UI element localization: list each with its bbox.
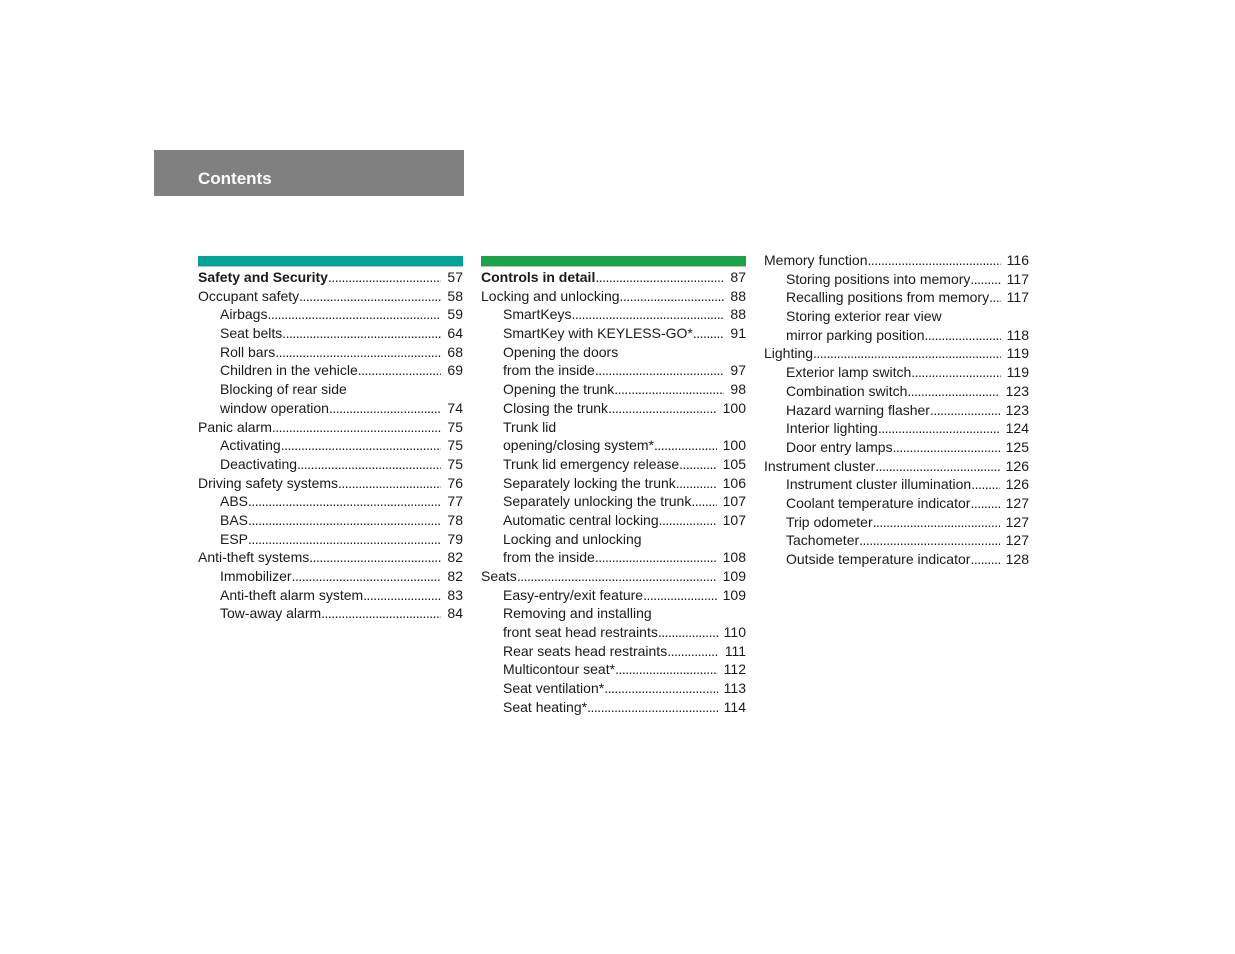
toc-entry-page: 110: [723, 624, 746, 641]
toc-entry-title: Instrument cluster illumination: [786, 476, 972, 493]
toc-entry-title: SmartKeys: [503, 306, 572, 323]
dot-leader: [813, 345, 1001, 361]
dot-leader: [608, 400, 717, 416]
toc-entry[interactable]: [198, 587, 463, 606]
dot-leader: [604, 680, 717, 696]
toc-entry-title: Recalling positions from memory: [786, 289, 990, 306]
toc-entry[interactable]: [481, 699, 746, 718]
dot-leader: [614, 381, 724, 397]
dot-leader: [970, 495, 999, 511]
toc-entry-title: window operation: [220, 399, 329, 416]
dot-leader: [907, 383, 999, 399]
toc-entry-title: Automatic central locking: [503, 511, 659, 528]
toc-entry[interactable]: [764, 308, 1029, 327]
toc-entry-title: Roll bars: [220, 343, 276, 360]
toc-entry-page: 82: [447, 568, 463, 584]
dot-leader: [595, 269, 724, 285]
toc-entry[interactable]: [198, 288, 463, 307]
toc-entry-page: 76: [447, 474, 463, 491]
dot-leader: [321, 605, 441, 621]
toc-entry[interactable]: [764, 289, 1029, 308]
toc-entry-page: 82: [447, 549, 463, 566]
toc-entry[interactable]: [198, 605, 463, 624]
dot-leader: [297, 456, 441, 472]
toc-entry-title: Children in the vehicle: [220, 362, 358, 379]
toc-entry-page: 84: [447, 605, 463, 622]
toc-entry-page: 106: [722, 474, 746, 491]
contents-header: [154, 150, 464, 196]
dot-leader: [358, 362, 442, 378]
dot-leader: [282, 325, 441, 341]
toc-list: [198, 269, 463, 624]
toc-entry[interactable]: [764, 476, 1029, 495]
dot-leader: [595, 362, 725, 378]
toc-entry-title: opening/closing system*: [503, 437, 654, 454]
toc-entry-title: Driving safety systems: [198, 474, 339, 491]
toc-entry-page: 75: [447, 418, 463, 435]
toc-entry-page: 127: [1005, 513, 1029, 530]
toc-entry[interactable]: [764, 439, 1029, 458]
toc-entry-title: Door entry lamps: [786, 438, 893, 455]
toc-entry[interactable]: [481, 549, 746, 568]
toc-entry-page: 125: [1005, 438, 1029, 455]
toc-entry[interactable]: [481, 568, 746, 587]
toc-entry-title: Seat ventilation*: [503, 680, 605, 697]
toc-entry-title: from the inside: [503, 549, 595, 566]
toc-entry-page: 78: [447, 511, 463, 528]
toc-entry-page: 68: [447, 343, 463, 360]
dot-leader: [970, 271, 1000, 287]
dot-leader: [338, 475, 441, 491]
toc-entry-page: 107: [722, 493, 746, 510]
toc-entry-title: Coolant temperature indicator: [786, 494, 971, 511]
toc-entry[interactable]: [764, 402, 1029, 421]
toc-entry-title: Separately locking the trunk: [503, 474, 676, 491]
toc-entry[interactable]: [764, 551, 1029, 570]
page-title: Contents: [198, 169, 272, 188]
toc-entry-page: 118: [1006, 326, 1029, 343]
dot-leader: [676, 475, 717, 491]
toc-entry[interactable]: [764, 514, 1029, 533]
toc-entry-title: Outside temperature indicator: [786, 551, 971, 567]
toc-entry-title: Opening the trunk: [503, 381, 615, 398]
toc-entry-page: 105: [722, 455, 746, 472]
toc-column-memory: [764, 252, 1029, 570]
toc-entry-title: Trip odometer: [786, 513, 873, 530]
toc-entry-page: 98: [730, 381, 746, 398]
dot-leader: [930, 402, 1000, 418]
toc-entry-page: 124: [1005, 420, 1029, 437]
toc-entry-title: from the inside: [503, 362, 595, 379]
toc-entry[interactable]: [764, 327, 1029, 346]
toc-entry[interactable]: [764, 271, 1029, 290]
toc-entry-title: Panic alarm: [198, 418, 272, 435]
toc-entry[interactable]: [198, 325, 463, 344]
dot-leader: [571, 306, 724, 322]
toc-entry[interactable]: [481, 493, 746, 512]
toc-entry-page: 91: [730, 325, 746, 342]
toc-entry-title: Interior lighting: [786, 420, 878, 437]
toc-entry-title: Anti-theft alarm system: [220, 586, 364, 603]
toc-entry-title: Locking and unlocking: [481, 287, 620, 304]
dot-leader: [517, 568, 717, 584]
toc-entry-page: 87: [730, 269, 746, 285]
dot-leader: [248, 531, 441, 547]
dot-leader: [970, 551, 999, 567]
toc-entry[interactable]: [198, 269, 463, 288]
dot-leader: [873, 514, 1000, 530]
toc-entry[interactable]: [764, 364, 1029, 383]
toc-entry-page: 112: [723, 661, 746, 678]
dot-leader: [309, 549, 441, 565]
toc-entry[interactable]: [481, 512, 746, 531]
toc-entry-title: Multicontour seat*: [503, 661, 616, 678]
dot-leader: [679, 456, 717, 472]
dot-leader: [971, 476, 999, 492]
toc-entry-page: 97: [730, 362, 746, 379]
toc-entry[interactable]: [198, 419, 463, 438]
dot-leader: [587, 699, 718, 715]
toc-entry-title: Anti-theft systems: [198, 549, 310, 566]
dot-leader: [363, 587, 441, 603]
toc-entry-page: 126: [1005, 457, 1029, 474]
toc-entry-page: 119: [1006, 345, 1029, 362]
toc-entry-page: 113: [723, 680, 746, 697]
toc-entry-title: Locking and unlocking: [503, 530, 642, 547]
toc-entry-title: Closing the trunk: [503, 399, 609, 416]
dot-leader: [875, 458, 999, 474]
toc-entry[interactable]: [481, 437, 746, 456]
toc-entry-title: Hazard warning flasher: [786, 401, 930, 418]
toc-entry-page: 88: [730, 287, 746, 304]
dot-leader: [878, 420, 1000, 436]
toc-list: [481, 269, 746, 718]
toc-entry-title: Controls in detail: [481, 269, 596, 285]
dot-leader: [299, 288, 441, 304]
toc-entry-title: Trunk lid emergency release: [503, 455, 680, 472]
toc-entry-title: Activating: [220, 437, 281, 454]
toc-entry-page: 127: [1005, 494, 1029, 511]
toc-entry[interactable]: [481, 288, 746, 307]
toc-entry-page: 57: [447, 269, 463, 285]
toc-entry-page: 74: [447, 399, 463, 416]
toc-entry-page: 128: [1005, 551, 1029, 567]
dot-leader: [615, 661, 718, 677]
toc-entry-title: Seat heating*: [503, 698, 588, 715]
toc-entry-page: 111: [724, 642, 746, 659]
toc-entry-page: 100: [722, 399, 746, 416]
toc-entry-title: Storing exterior rear view: [786, 308, 942, 325]
toc-entry[interactable]: [764, 458, 1029, 477]
dot-leader: [292, 568, 442, 584]
toc-entry-page: 79: [447, 530, 463, 547]
toc-entry[interactable]: [481, 325, 746, 344]
toc-entry-title: Tow-away alarm: [220, 605, 322, 622]
toc-entry-page: 123: [1005, 382, 1029, 399]
dot-leader: [893, 439, 1000, 455]
toc-entry[interactable]: [481, 269, 746, 288]
dot-leader: [328, 269, 441, 285]
toc-entry[interactable]: [481, 306, 746, 325]
toc-entry-page: 127: [1005, 532, 1029, 549]
toc-entry-title: Tachometer: [786, 532, 860, 549]
toc-entry[interactable]: [198, 381, 463, 400]
toc-entry-title: Memory function: [764, 252, 868, 268]
dot-leader: [275, 344, 441, 360]
toc-entry-title: Safety and Security: [198, 269, 328, 285]
toc-entry[interactable]: [198, 456, 463, 475]
toc-entry-page: 109: [722, 568, 746, 584]
toc-entry[interactable]: [198, 493, 463, 512]
dot-leader: [667, 643, 719, 659]
toc-entry-title: Storing positions into memory: [786, 270, 971, 287]
toc-entry-title: Exterior lamp switch: [786, 364, 912, 381]
toc-entry[interactable]: [764, 495, 1029, 514]
toc-entry-title: ESP: [220, 530, 249, 547]
toc-entry[interactable]: [764, 532, 1029, 551]
toc-entry-page: 116: [1006, 252, 1029, 268]
toc-entry[interactable]: [481, 362, 746, 381]
dot-leader: [867, 252, 1000, 268]
toc-entry[interactable]: [764, 420, 1029, 439]
toc-entry-title: Rear seats head restraints: [503, 642, 668, 659]
toc-entry-title: Deactivating: [220, 455, 298, 472]
toc-entry-page: 83: [447, 586, 463, 603]
toc-entry-page: 75: [447, 455, 463, 472]
toc-entry-page: 64: [447, 325, 463, 342]
dot-leader: [654, 437, 717, 453]
dot-leader: [267, 306, 441, 322]
toc-entry-title: Occupant safety: [198, 287, 300, 304]
toc-list: [764, 252, 1029, 570]
dot-leader: [989, 289, 1001, 305]
dot-leader: [659, 512, 717, 528]
toc-entry[interactable]: [198, 437, 463, 456]
toc-entry[interactable]: [481, 587, 746, 606]
toc-entry[interactable]: [481, 419, 746, 438]
toc-entry-title: Instrument cluster: [764, 457, 876, 474]
dot-leader: [272, 419, 442, 435]
dot-leader: [693, 325, 725, 341]
toc-entry[interactable]: [481, 680, 746, 699]
toc-entry-title: Blocking of rear side: [220, 381, 347, 398]
section-bar-green: [481, 256, 746, 267]
dot-leader: [925, 327, 1001, 343]
dot-leader: [595, 549, 717, 565]
dot-leader: [248, 493, 441, 509]
toc-entry-title: Separately unlocking the trunk: [503, 493, 692, 510]
toc-entry-title: Seats: [481, 568, 517, 584]
toc-entry[interactable]: [481, 475, 746, 494]
toc-column-controls: [481, 256, 746, 718]
toc-entry-page: 114: [723, 698, 746, 715]
toc-entry-title: Easy-entry/exit feature: [503, 586, 644, 603]
toc-entry[interactable]: [481, 661, 746, 680]
dot-leader: [643, 587, 717, 603]
toc-entry-page: 117: [1006, 289, 1029, 306]
toc-entry-page: 88: [730, 306, 746, 323]
toc-entry-title: front seat head restraints: [503, 624, 658, 641]
toc-entry[interactable]: [198, 531, 463, 550]
toc-entry-title: Trunk lid: [503, 418, 557, 435]
section-bar-teal: [198, 256, 463, 267]
toc-entry[interactable]: [481, 605, 746, 624]
toc-entry-title: Lighting: [764, 345, 814, 362]
toc-entry-page: 75: [447, 437, 463, 454]
toc-entry-title: BAS: [220, 511, 249, 528]
dot-leader: [691, 493, 716, 509]
toc-entry-page: 119: [1006, 364, 1029, 381]
toc-entry[interactable]: [198, 362, 463, 381]
toc-entry[interactable]: [198, 568, 463, 587]
toc-entry[interactable]: [198, 400, 463, 419]
toc-entry[interactable]: [764, 383, 1029, 402]
toc-entry-title: ABS: [220, 493, 249, 510]
toc-entry-title: Seat belts: [220, 325, 283, 342]
toc-entry-page: 117: [1006, 270, 1029, 287]
toc-entry-title: Combination switch: [786, 382, 908, 399]
toc-entry[interactable]: [198, 344, 463, 363]
toc-entry-page: 109: [722, 586, 746, 603]
dot-leader: [248, 512, 441, 528]
toc-entry[interactable]: [198, 475, 463, 494]
toc-entry-title: Airbags: [220, 306, 268, 323]
toc-entry[interactable]: [198, 306, 463, 325]
toc-entry[interactable]: [481, 381, 746, 400]
toc-entry-page: 59: [447, 306, 463, 323]
toc-entry[interactable]: [481, 531, 746, 550]
dot-leader: [911, 364, 1000, 380]
toc-entry-title: Removing and installing: [503, 605, 652, 622]
toc-entry-title: SmartKey with KEYLESS-GO*: [503, 325, 693, 342]
toc-entry-page: 58: [447, 287, 463, 304]
toc-entry[interactable]: [198, 512, 463, 531]
dot-leader: [281, 437, 442, 453]
toc-entry-page: 107: [722, 511, 746, 528]
toc-entry-title: mirror parking position: [786, 326, 925, 343]
dot-leader: [620, 288, 725, 304]
toc-entry[interactable]: [481, 624, 746, 643]
toc-entry[interactable]: [481, 643, 746, 662]
toc-entry[interactable]: [481, 344, 746, 363]
toc-entry-title: Immobilizer: [220, 568, 292, 584]
toc-entry-page: 100: [722, 437, 746, 454]
toc-entry[interactable]: [481, 400, 746, 419]
toc-column-safety: [198, 256, 463, 624]
toc-entry[interactable]: [481, 456, 746, 475]
toc-entry-page: 108: [722, 549, 746, 566]
dot-leader: [859, 532, 999, 548]
toc-entry-title: Opening the doors: [503, 343, 619, 360]
toc-entry-page: 77: [447, 493, 463, 510]
dot-leader: [329, 400, 441, 416]
toc-entry[interactable]: [198, 549, 463, 568]
toc-entry-page: 123: [1005, 401, 1029, 418]
dot-leader: [658, 624, 718, 640]
toc-entry[interactable]: [764, 252, 1029, 271]
toc-entry[interactable]: [764, 345, 1029, 364]
toc-entry-page: 126: [1005, 476, 1029, 493]
toc-entry-page: 69: [447, 362, 463, 379]
